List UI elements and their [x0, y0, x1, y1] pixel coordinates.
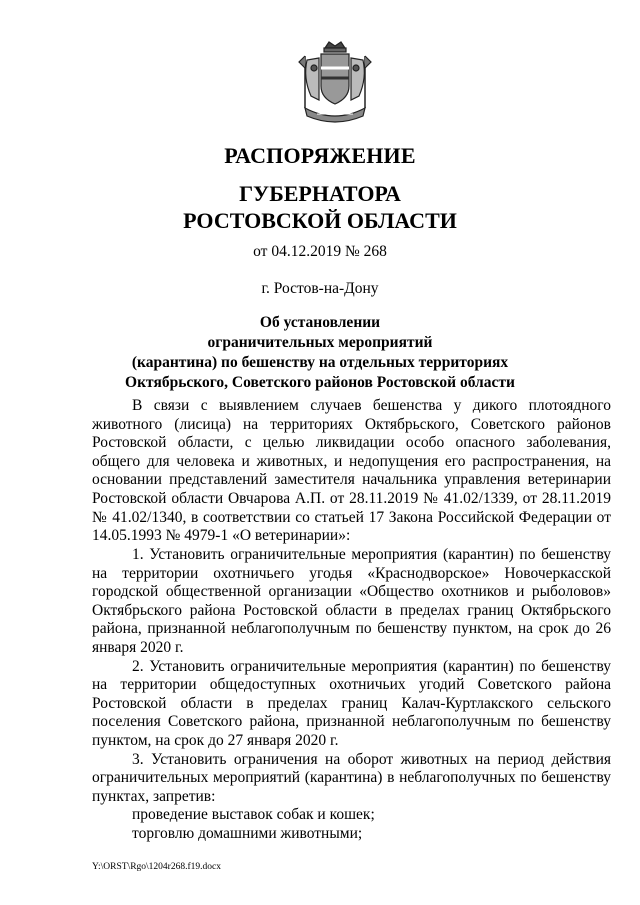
order-items — [92, 546, 611, 844]
issuer-line2: РОСТОВСКОЙ ОБЛАСТИ — [183, 208, 457, 233]
order-subitem-1: проведение выставок собак и кошек; — [132, 806, 375, 824]
document-subject — [0, 313, 640, 393]
subject-line3: (карантина) по бешенству на отдельных территориях — [131, 354, 509, 371]
subject-line4: Октябрьского, Советского районов Ростовской области — [125, 374, 515, 391]
issuer-title — [0, 180, 640, 234]
file-path-footer: Y:\ORST\Rgo\1204r268.f19.docx — [92, 862, 221, 872]
subject-line2: ограничительных мероприятий — [207, 334, 433, 351]
document-city: г. Ростов-на-Дону — [261, 280, 379, 297]
order-item-3: 3. Установить ограничения на оборот животных на период действия ограничительных мероприятий (карантина) в неблагополучных по бешенству пунктах, запретив: — [92, 750, 611, 805]
order-subitem-2: торговлю домашними животными; — [132, 824, 363, 842]
order-item-1: 1. Установить ограничительные мероприятия (карантин) по бешенству на территории охотничьего угодья «Краснодворское» Новочеркасской городской общественной организации «Общество охотников и рыболовов» Октябрьского района Ростовской области в пределах границ Октябрьского района, признанной неблагополучным по бешенству пунктом, на срок до 26 января 2020 г. — [92, 546, 611, 656]
issuer-line1: ГУБЕРНАТОРА — [239, 181, 401, 206]
preamble-paragraph — [92, 397, 611, 546]
preamble-text: В связи с выявлением случаев бешенства у дикого плотоядного животного (лисица) на территориях Октябрьского, Советского районов Ростовской области, с целью ликвидации особо опасного заболевания, общего для человека и животных, и недопущения его распространения, на основании представлений заместителя начальника управления ветеринарии Ростовской области Овчарова А.П. от 28.11.2019 № 41.02/1339, от 28.11.2019 № 41.02/1340, в соответствии со статьей 17 Закона Российской Федерации от 14.05.1993 № 4979-1 «О ветеринарии»: — [92, 397, 611, 545]
order-item-2: 2. Установить ограничительные мероприятия (карантин) по бешенству на территории общедоступных охотничьих угодий Советского района Ростовской области в пределах границ Калач-Куртлакского сельского поселения Советского района, признанной неблагополучным по бешенству пунктом, на срок до 27 января 2020 г. — [92, 657, 611, 749]
document-date-number: от 04.12.2019 № 268 — [253, 243, 387, 260]
document-type-title: РАСПОРЯЖЕНИЕ — [224, 143, 416, 168]
subject-line1: Об установлении — [259, 314, 381, 331]
rostov-oblast-coat-of-arms-icon — [297, 38, 373, 130]
